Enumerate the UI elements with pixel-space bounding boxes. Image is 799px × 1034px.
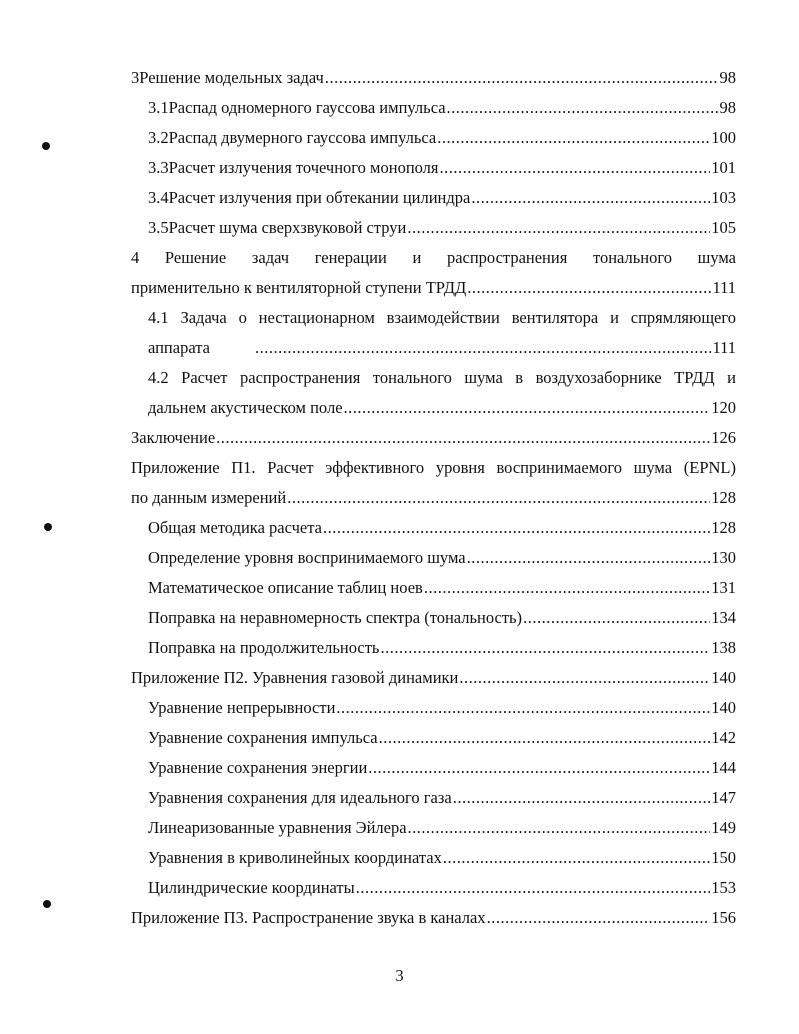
toc-entry[interactable] xyxy=(131,907,736,929)
toc-entry-page: 130 xyxy=(711,548,736,567)
toc-entry[interactable] xyxy=(148,217,736,239)
binder-hole-mark-1 xyxy=(42,142,50,150)
toc-entry-page: 149 xyxy=(711,818,736,837)
toc-entry-label: Поправка на продолжительность xyxy=(148,638,380,657)
toc-entry-label: Уравнение сохранения энергии xyxy=(148,758,368,777)
toc-entry-label: аппарата xyxy=(148,338,210,357)
toc-entry-line-1[interactable]: 4.2 Расчет распространения тонального шума в воздухозаборнике ТРДД и xyxy=(148,368,736,387)
dot-leader xyxy=(487,907,711,929)
toc-entry[interactable] xyxy=(148,697,736,719)
toc-entry-page: 138 xyxy=(711,638,736,657)
toc-entry[interactable] xyxy=(131,667,736,689)
toc-entry[interactable] xyxy=(148,517,736,539)
toc-entry-label: Цилиндрические координаты xyxy=(148,878,355,897)
toc-entry[interactable] xyxy=(131,67,736,89)
toc-entry[interactable] xyxy=(131,487,736,509)
toc-entry[interactable] xyxy=(148,877,736,899)
toc-entry-label: Математическое описание таблиц ноев xyxy=(148,578,423,597)
dot-leader xyxy=(407,217,710,239)
dot-leader xyxy=(368,757,710,779)
dot-leader xyxy=(380,637,710,659)
dot-leader xyxy=(437,127,710,149)
toc-entry[interactable] xyxy=(148,547,736,569)
dot-leader xyxy=(336,697,710,719)
toc-entry[interactable] xyxy=(148,757,736,779)
toc-entry-number: 3.1 xyxy=(148,98,169,117)
toc-entry-page: 101 xyxy=(711,158,736,177)
toc-entry-page: 100 xyxy=(711,128,736,147)
dot-leader xyxy=(453,787,711,809)
toc-entry-page: 105 xyxy=(711,218,736,237)
dot-leader xyxy=(424,577,710,599)
toc-entry-line-1[interactable]: 4 Решение задач генерации и распространения тонального шума xyxy=(131,248,736,267)
dot-leader xyxy=(356,877,711,899)
toc-entry[interactable] xyxy=(148,127,736,149)
toc-entry[interactable] xyxy=(148,787,736,809)
dot-leader xyxy=(440,157,711,179)
toc-entry-number: 3.4 xyxy=(148,188,169,207)
toc-entry-page: 128 xyxy=(711,488,736,507)
toc-entry-page: 134 xyxy=(711,608,736,627)
toc-entry[interactable] xyxy=(131,277,736,299)
toc-entry-page: 128 xyxy=(711,518,736,537)
toc-entry-label: Поправка на неравномерность спектра (тональность) xyxy=(148,608,523,627)
dot-leader xyxy=(344,397,711,419)
toc-entry[interactable] xyxy=(148,397,736,419)
toc-entry-label: Распад одномерного гауссова импульса xyxy=(168,98,446,117)
toc-entry-line-1[interactable]: Приложение П1. Расчет эффективного уровня воспринимаемого шума (EPNL) xyxy=(131,458,736,477)
toc-entry-page: 140 xyxy=(711,698,736,717)
toc-entry[interactable] xyxy=(148,187,736,209)
toc-entry[interactable] xyxy=(148,337,736,359)
toc-entry-label: Расчет шума сверхзвуковой струи xyxy=(168,218,407,237)
toc-entry-label: применительно к вентиляторной ступени ТРДД xyxy=(131,278,467,297)
dot-leader xyxy=(287,487,710,509)
toc-entry-number: 3.3 xyxy=(148,158,169,177)
toc-entry-page: 126 xyxy=(711,428,736,447)
toc-entry-page: 142 xyxy=(711,728,736,747)
toc-entry[interactable] xyxy=(148,97,736,119)
dot-leader xyxy=(447,97,719,119)
toc-entry[interactable] xyxy=(148,577,736,599)
dot-leader xyxy=(443,847,710,869)
toc-entry-label: дальнем акустическом поле xyxy=(148,398,343,417)
toc-entry[interactable] xyxy=(148,637,736,659)
dot-leader xyxy=(255,337,711,359)
toc-entry-label: Решение модельных задач xyxy=(139,68,324,87)
dot-leader xyxy=(325,67,719,89)
toc-entry-page: 147 xyxy=(711,788,736,807)
toc-entry-number: 3 xyxy=(131,68,140,87)
dot-leader xyxy=(467,547,711,569)
toc-entry[interactable] xyxy=(131,427,736,449)
toc-entry[interactable] xyxy=(148,727,736,749)
toc-entry-label: по данным измерений xyxy=(131,488,287,507)
toc-entry-page: 111 xyxy=(712,338,736,357)
toc-entry-line-1[interactable]: 4.1 Задача о нестационарном взаимодействии вентилятора и спрямляющего xyxy=(148,308,736,327)
toc-entry[interactable] xyxy=(148,847,736,869)
toc-entry-label: Общая методика расчета xyxy=(148,518,322,537)
toc-entry-page: 98 xyxy=(719,68,736,87)
dot-leader xyxy=(471,187,710,209)
toc-entry-number: 3.2 xyxy=(148,128,169,147)
dot-leader xyxy=(408,817,711,839)
toc-entry-page: 150 xyxy=(711,848,736,867)
toc-entry[interactable] xyxy=(148,157,736,179)
dot-leader xyxy=(523,607,710,629)
toc-entry-page: 120 xyxy=(711,398,736,417)
toc-entry-label: Заключение xyxy=(131,428,216,447)
toc-entry[interactable] xyxy=(148,817,736,839)
toc-entry-number: 3.5 xyxy=(148,218,169,237)
toc-entry-label: Распад двумерного гауссова импульса xyxy=(168,128,437,147)
toc-entry-page: 144 xyxy=(711,758,736,777)
page-number: 3 xyxy=(395,966,404,985)
toc-entry-page: 153 xyxy=(711,878,736,897)
binder-hole-mark-3 xyxy=(43,900,51,908)
toc-entry-page: 131 xyxy=(711,578,736,597)
toc-entry-page: 98 xyxy=(719,98,736,117)
dot-leader xyxy=(459,667,710,689)
dot-leader xyxy=(323,517,710,539)
toc-entry-label: Уравнения сохранения для идеального газа xyxy=(148,788,452,807)
toc-entry-label: Приложение П2. Уравнения газовой динамики xyxy=(131,668,459,687)
dot-leader xyxy=(467,277,711,299)
toc-entry-page: 103 xyxy=(711,188,736,207)
toc-entry-page: 140 xyxy=(711,668,736,687)
toc-entry-label: Уравнения в криволинейных координатах xyxy=(148,848,442,867)
toc-entry-label: Определение уровня воспринимаемого шума xyxy=(148,548,466,567)
toc-entry-label: Уравнение сохранения импульса xyxy=(148,728,378,747)
toc-entry-label: Расчет излучения точечного монополя xyxy=(168,158,439,177)
toc-entry-label: Линеаризованные уравнения Эйлера xyxy=(148,818,407,837)
toc-entry-label: Приложение П3. Распространение звука в каналах xyxy=(131,908,486,927)
toc-entry-label: Уравнение непрерывности xyxy=(148,698,336,717)
dot-leader xyxy=(379,727,711,749)
toc-entry-page: 111 xyxy=(712,278,736,297)
toc-entry-label: Расчет излучения при обтекании цилиндра xyxy=(168,188,471,207)
toc-entry[interactable] xyxy=(148,607,736,629)
toc-entry-page: 156 xyxy=(711,908,736,927)
binder-hole-mark-2 xyxy=(44,523,52,531)
dot-leader xyxy=(216,427,710,449)
